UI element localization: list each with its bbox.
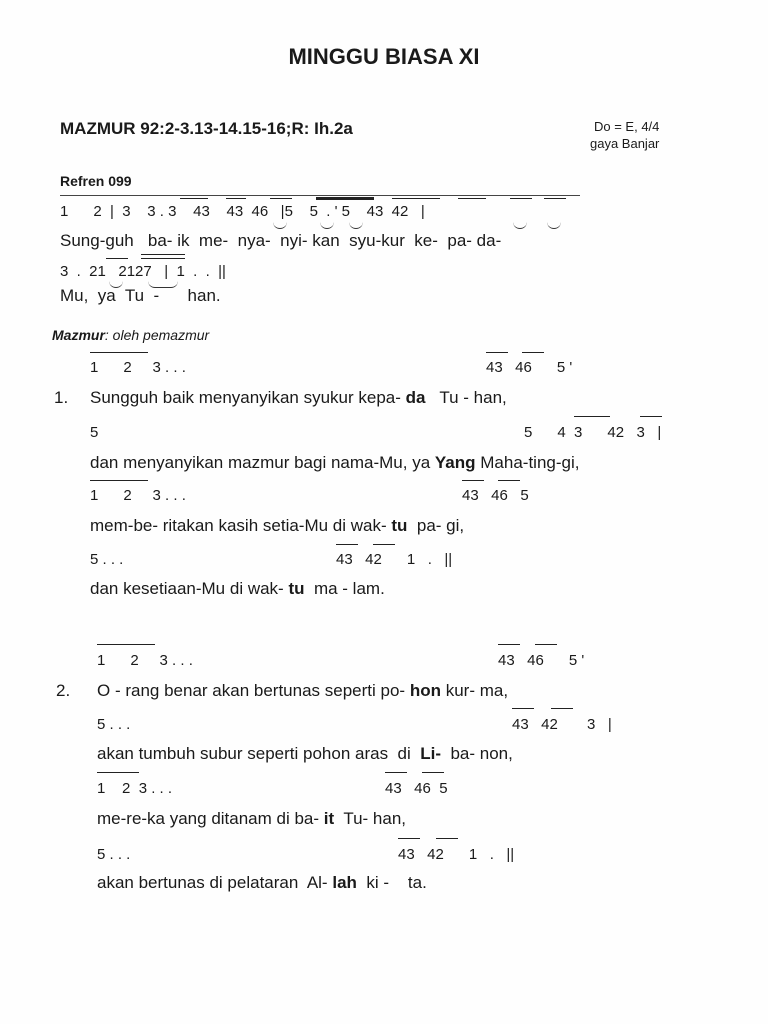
v1-lyric-4 xyxy=(90,580,385,597)
v2-notes-1b: 43 46 5 ' xyxy=(498,652,585,669)
mazmur-label-rest: : oleh pemazmur xyxy=(104,327,210,343)
lyric-text: Sungguh baik menyanyikan syukur kepa- xyxy=(90,388,401,407)
beam xyxy=(316,197,374,200)
lyric-text: ba- non, xyxy=(450,744,513,763)
beam xyxy=(141,254,185,255)
lyric-accent: da xyxy=(405,388,426,407)
v2-lyric-2 xyxy=(97,745,513,762)
lyric-text: me-re-ka yang ditanam di ba- xyxy=(97,809,320,828)
beam xyxy=(97,772,139,773)
beam xyxy=(336,544,358,545)
lyric-text: pa- gi, xyxy=(416,516,465,535)
slur xyxy=(349,222,363,229)
refrain-notes-line1: 1 2 | 3 3 . 3 43 43 46 |5 5 . ' 5 43 42 | xyxy=(60,203,425,220)
v1-lyric-1 xyxy=(90,389,507,406)
lyric-text: ki - ta. xyxy=(366,873,427,892)
v1-notes-2a: 5 xyxy=(90,424,99,441)
lyric-text: akan tumbuh subur seperti pohon aras di xyxy=(97,744,411,763)
v2-notes-2a: 5 . . . xyxy=(97,716,131,733)
beam xyxy=(385,772,407,773)
v2-notes-4a: 5 . . . xyxy=(97,846,131,863)
beam xyxy=(522,352,544,353)
v1-lyric-3 xyxy=(90,517,464,534)
page-title: MINGGU BIASA XI xyxy=(288,44,480,69)
beam xyxy=(392,198,440,199)
beam xyxy=(535,644,557,645)
lyric-accent: tu xyxy=(288,579,305,598)
refrain-lyric-line2: Mu, ya Tu - han. xyxy=(60,286,221,305)
musical-style: gaya Banjar xyxy=(590,136,660,151)
lyric-accent: Li- xyxy=(420,744,441,763)
mazmur-label xyxy=(52,328,209,342)
psalm-reference: MAZMUR 92:2-3.13-14.15-16;R: Ih.2a xyxy=(60,119,353,138)
beam xyxy=(544,198,566,199)
lyric-text: O - rang benar akan bertunas seperti po- xyxy=(97,681,406,700)
v2-notes-3b: 43 46 5 xyxy=(385,780,448,797)
v2-lyric-4 xyxy=(97,874,427,891)
key-signature: Do = E, 4/4 xyxy=(594,119,660,134)
lyric-accent: lah xyxy=(332,873,357,892)
beam xyxy=(512,708,534,709)
lyric-text: akan bertunas di pelataran Al- xyxy=(97,873,328,892)
lyric-text: Tu - han, xyxy=(439,388,507,407)
beam xyxy=(510,198,532,199)
lyric-text: kur- ma, xyxy=(445,681,509,700)
verse-1-number: 1. xyxy=(54,388,69,407)
v1-lyric-2 xyxy=(90,454,579,471)
refrain-lyric-line1: Sung-guh ba- ik me- nya- nyi- kan syu-kur ke- pa- da- xyxy=(60,231,502,250)
v1-notes-3a: 1 2 3 . . . xyxy=(90,487,186,504)
lyric-text: ma - lam. xyxy=(313,579,385,598)
lyric-text: dan kesetiaan-Mu di wak- xyxy=(90,579,284,598)
refrain-staff-rule xyxy=(60,195,580,196)
lyric-text: dan menyanyikan mazmur bagi nama-Mu, ya xyxy=(90,453,431,472)
beam xyxy=(373,544,395,545)
v1-notes-4b: 43 42 1 . || xyxy=(336,551,453,568)
beam xyxy=(640,416,662,417)
beam xyxy=(141,258,185,259)
v2-notes-2b: 43 42 3 | xyxy=(512,716,612,733)
refrain-label: Refren 099 xyxy=(60,173,132,189)
beam xyxy=(458,198,486,199)
v2-notes-1a: 1 2 3 . . . xyxy=(97,652,193,669)
beam xyxy=(462,480,484,481)
lyric-accent: Yang xyxy=(434,453,476,472)
v1-notes-2b: 5 4 3 42 3 | xyxy=(524,424,662,441)
v2-lyric-1 xyxy=(97,682,508,699)
beam xyxy=(90,480,148,481)
beam xyxy=(498,644,520,645)
beam xyxy=(422,772,444,773)
beam xyxy=(436,838,458,839)
v2-notes-4b: 43 42 1 . || xyxy=(398,846,515,863)
beam xyxy=(398,838,420,839)
refrain-notes-line2: 3 . 21 2127 | 1 . . || xyxy=(60,263,226,280)
beam xyxy=(486,352,508,353)
beam xyxy=(106,258,128,259)
slur xyxy=(273,222,287,229)
slur xyxy=(513,222,527,229)
beam xyxy=(574,416,610,417)
beam xyxy=(180,198,208,199)
lyric-text: Tu- han, xyxy=(343,809,406,828)
lyric-text: mem-be- ritakan kasih setia-Mu di wak- xyxy=(90,516,387,535)
slur xyxy=(547,222,561,229)
lyric-accent: hon xyxy=(409,681,441,700)
lyric-accent: tu xyxy=(391,516,408,535)
beam xyxy=(551,708,573,709)
beam xyxy=(90,352,148,353)
verse-2-number: 2. xyxy=(56,681,71,700)
v2-lyric-3 xyxy=(97,810,406,827)
v2-notes-3a: 1 2 3 . . . xyxy=(97,780,173,797)
v1-notes-1b: 43 46 5 ' xyxy=(486,359,573,376)
lyric-text: Maha-ting-gi, xyxy=(480,453,580,472)
beam xyxy=(270,198,292,199)
v1-notes-1a: 1 2 3 . . . xyxy=(90,359,186,376)
lyric-accent: it xyxy=(323,809,335,828)
beam xyxy=(498,480,520,481)
slur xyxy=(320,222,334,229)
v1-notes-3b: 43 46 5 xyxy=(462,487,529,504)
beam xyxy=(97,644,155,645)
beam xyxy=(226,198,246,199)
mazmur-label-bold: Mazmur xyxy=(52,327,105,343)
v1-notes-4a: 5 . . . xyxy=(90,551,124,568)
